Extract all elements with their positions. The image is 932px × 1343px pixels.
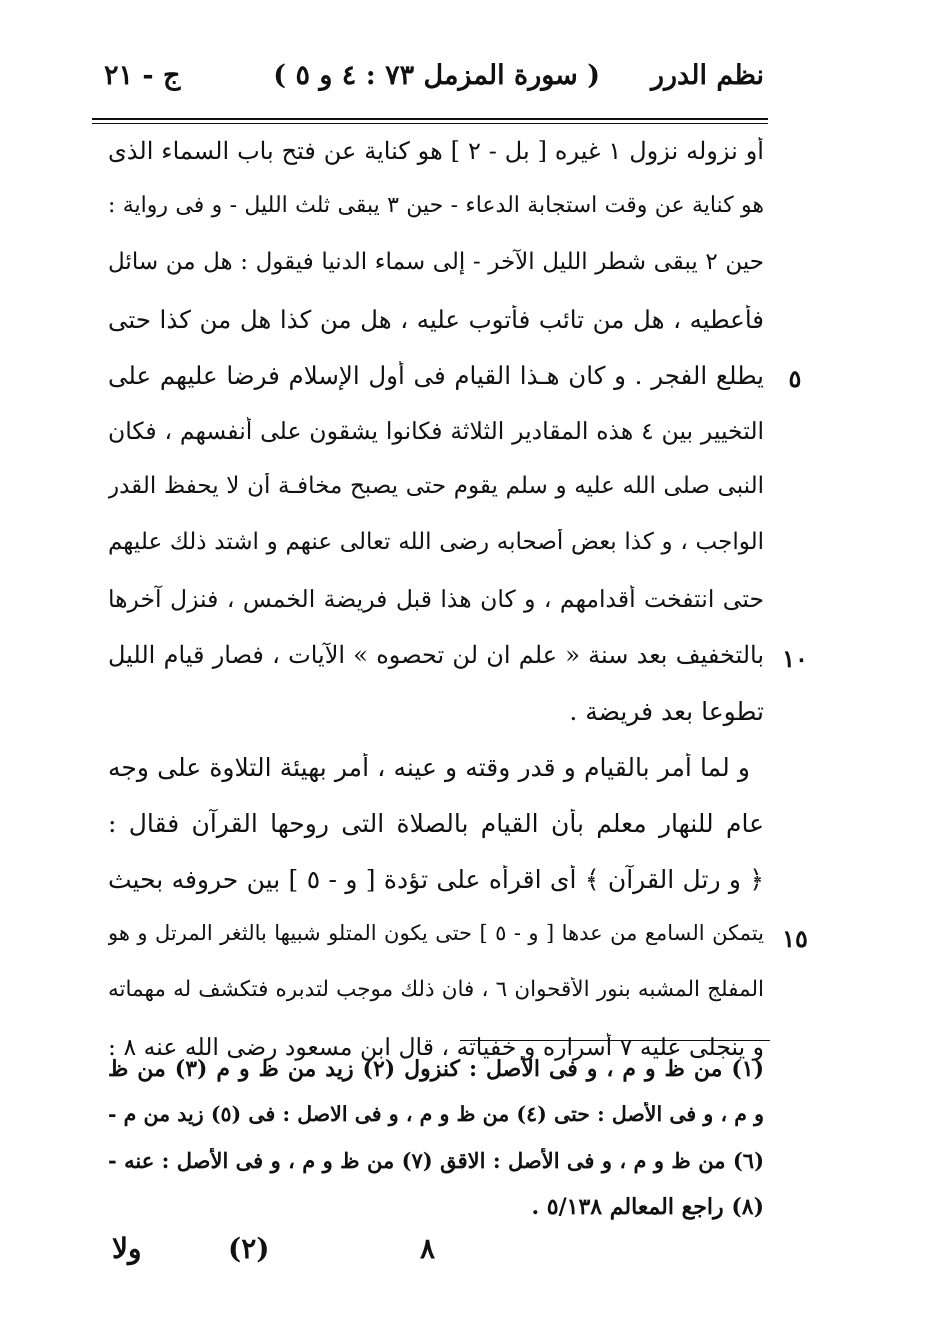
body-line: تطوعا بعد فريضة . [569,697,764,726]
signature-mark: (٢) [228,1232,270,1265]
footnote-line: (٨) راجع المعالم ٥/١٣٨ . [531,1194,764,1220]
page-number: ٨ [420,1232,436,1265]
body-line: فأعطيه ، هل من تائب فأتوب عليه ، هل من كذا هل من كذا حتى [108,305,764,334]
footnote-line: و م ، و فى الأصل : حتى (٤) من ظ و م ، و فى الاصل : فى (٥) زيد من م - [108,1102,764,1126]
body-line: يطلع الفجر . و كان هـذا القيام فى أول الإسلام فرضا عليهم على [108,361,764,390]
body-line: حين ۲ يبقى شطر الليل الآخر - إلى سماء الدنيا فيقول : هل من سائل [108,249,764,275]
running-title: نظم الدرر [650,60,764,91]
body-line: هو كناية عن وقت استجابة الدعاء - حين ۳ يبقى ثلث الليل - و فى رواية : [108,193,764,218]
body-line: النبى صلى الله عليه و سلم يقوم حتى يصبح مخافـة أن لا يحفظ القدر [108,473,764,499]
footnote-line: (١) من ظ و م ، و فى الأصل : كنزول (٢) زيد من ظ و م (٣) من ظ [108,1056,764,1082]
body-line: و لما أمر بالقيام و قدر وقته و عينه ، أمر بهيئة التلاوة على وجه [108,753,750,782]
body-line: المفلج المشبه بنور الأقحوان ٦ ، فان ذلك موجب لتدبره فتكشف له مهماته [108,977,764,1002]
body-line: عام للنهار معلم بأن القيام بالصلاة التى روحها القرآن فقال : [108,809,764,838]
body-line: يتمكن السامع من عدها [ و - ٥ ] حتى يكون المتلو شبيها بالثغر المرتل و هو [108,921,764,945]
line-number: ١٠ [782,644,808,673]
line-number: ٥ [788,364,802,393]
header-rule-thin [92,123,768,124]
footnote-rule [460,1040,770,1041]
body-line: أو نزوله نزول ۱ غيره [ بل - ۲ ] هو كناية عن فتح باب السماء الذى [108,137,764,165]
catchword: ولا [112,1232,142,1265]
body-line: التخيير بين ٤ هذه المقادير الثلاثة فكانوا يشقون على أنفسهم ، فكان [108,417,764,445]
body-line: و ينجلى عليه ۷ أسراره و خفياته ، قال ابن مسعود رضى الله عنه ۸ : [108,1033,764,1061]
surah-reference: ( سورة المزمل ٧٣ : ٤ و ٥ ) [273,60,600,91]
line-number: ١٥ [782,924,808,953]
header-rule-thick [92,118,768,120]
footnote-line: (٦) من ظ و م ، و فى الأصل : الاقق (٧) من ظ و م ، و فى الأصل : عنه - [108,1148,764,1173]
body-line: بالتخفيف بعد سنة « علم ان لن تحصوه » الآيات ، فصار قيام الليل [108,641,764,669]
body-line: الواجب ، و كذا بعض أصحابه رضى الله تعالى عنهم و اشتد ذلك عليهم [108,529,764,555]
volume-label: ج - ٢١ [104,60,181,91]
body-line: حتى انتفخت أقدامهم ، و كان هذا قبل فريضة الخمس ، فنزل آخرها [108,585,764,613]
body-line: ﴿ و رتل القرآن ﴾ أى اقرأه على تؤدة [ و - ٥ ] بين حروفه بحيث [108,865,764,894]
